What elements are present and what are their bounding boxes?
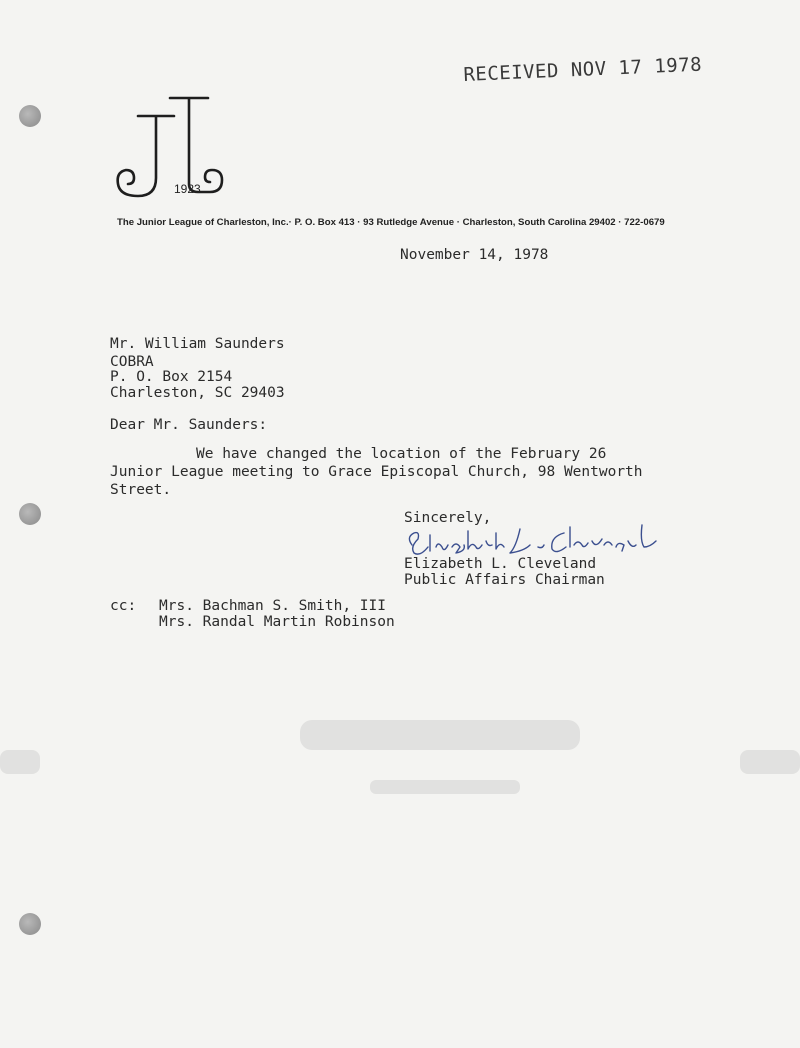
signer-name: Elizabeth L. Cleveland	[404, 556, 597, 572]
signer-title: Public Affairs Chairman	[404, 572, 605, 588]
letter-date: November 14, 1978	[400, 247, 549, 263]
cc-recipient: Mrs. Bachman S. Smith, III	[159, 598, 386, 614]
binder-hole-middle	[19, 503, 41, 525]
recipient-line: Charleston, SC 29403	[110, 385, 285, 401]
recipient-line: P. O. Box 2154	[110, 369, 233, 385]
binder-hole-bottom	[19, 913, 41, 935]
body-line: We have changed the location of the February 26	[196, 446, 607, 462]
junior-league-logo-icon	[112, 92, 228, 202]
recipient-line: Mr. William Saunders	[110, 336, 285, 352]
letterhead-address: The Junior League of Charleston, Inc.· P. O. Box 413 · 93 Rutledge Avenue · Charleston, South Carolina 29402 · 722-0679	[117, 217, 665, 228]
bleed-through-texture	[0, 680, 800, 830]
recipient-line: COBRA	[110, 354, 154, 370]
logo-year: 1923	[174, 182, 201, 196]
cc-label: cc:	[110, 598, 137, 614]
binder-hole-top	[19, 105, 41, 127]
cc-recipient: Mrs. Randal Martin Robinson	[159, 614, 395, 630]
body-line: Street.	[110, 482, 172, 498]
closing: Sincerely,	[404, 510, 492, 526]
body-line: Junior League meeting to Grace Episcopal Church, 98 Wentworth	[110, 464, 643, 480]
salutation: Dear Mr. Saunders:	[110, 417, 268, 433]
received-stamp: RECEIVED NOV 17 1978	[463, 53, 703, 86]
